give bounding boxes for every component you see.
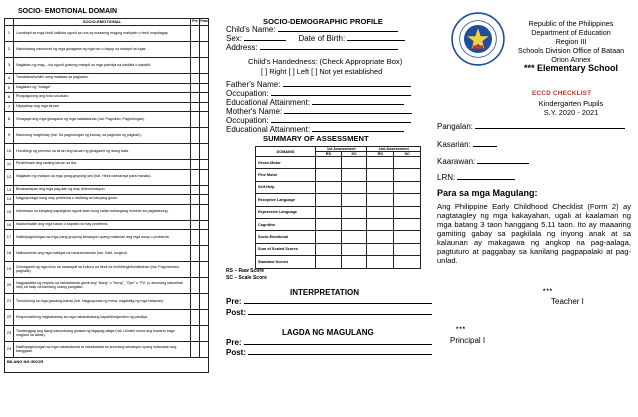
item-text: Natutuwang nanunuod ng mga ginagawa ng mga tao o hayop sa malapit na lugar. [14,42,191,58]
post-check-cell[interactable] [200,195,209,205]
kinder-text: Kindergarten Pupils [538,99,604,108]
item-text: Inaalo/inaalie ang mga kalaro o kapatid na may problema. [14,220,191,230]
item-number: 20 [5,278,14,294]
teacher-title: Teacher I [551,297,584,306]
post-check-cell[interactable] [200,185,209,195]
edu1-line [226,98,404,107]
item-number: 24 [5,342,14,358]
item-text: Interesado sa kanyang kapaligiran ngunit alam kung kailan kailangang huminto sa pagtatanong. [14,204,191,220]
checklist-title: ECCD CHECKLIST [532,90,592,97]
pre-check-cell[interactable] [191,26,200,42]
table-row [5,169,209,185]
item-number: 14 [5,195,14,205]
post-check-cell[interactable] [200,246,209,262]
item-text: Tinatanggap ang isang kasunduang ginawa ng tagapag-alaga (hal. Lilinisin muna ang kuwarto bago maglaro sa labas). [14,326,191,342]
pre-check-cell[interactable] [191,342,200,358]
father-label: Father's Name: [226,80,281,89]
first-sc-cell[interactable] [341,218,367,230]
table-row [5,160,209,170]
sex-label: Sex: [226,34,243,43]
post-check-cell[interactable] [200,204,209,220]
pre-check-cell[interactable] [191,185,200,195]
first-sc-cell[interactable] [341,194,367,206]
first-rs-cell[interactable] [316,218,342,230]
second-rs-cell[interactable] [367,157,394,169]
first-assessment-header: 1st Assessment [316,147,367,152]
table-row [5,326,209,342]
table-row [5,42,209,58]
mother-label: Mother's Name: [226,107,283,116]
sc-header: SC [394,152,421,157]
second-sc-cell[interactable] [394,169,421,181]
school-label: Elementary School [537,63,619,73]
item-text: Lumalapit sa mga hindi kakilala ngunit sa una ay maaaring maging mahiyain o hindi mapalagay. [14,26,191,42]
item-text: Ginagaya ang mga ginagawa ng mga nakatatanda (hal. Pagluluto, Paghuhugas). [14,112,191,128]
second-sc-cell[interactable] [394,206,421,218]
second-sc-cell[interactable] [394,194,421,206]
post-check-cell[interactable] [200,278,209,294]
post-check-cell[interactable] [200,144,209,160]
first-sc-cell[interactable] [341,256,367,268]
school-name [505,63,637,73]
post-check-cell[interactable] [200,128,209,144]
principal-title: Principal I [450,336,486,345]
pre-check-cell[interactable] [191,294,200,310]
pre-check-cell[interactable] [191,74,200,84]
table-row [5,195,209,205]
domain-name: Receptive Language [256,194,316,206]
interp-post-field[interactable] [248,308,432,315]
kaarawan-label: Kaarawan: [437,157,476,166]
item-text: Pinahihiram ang sariling laruan sa iba. [14,160,191,170]
item-number: 3 [5,58,14,74]
kaarawan-field[interactable] [477,157,529,164]
post-check-cell[interactable] [200,230,209,246]
sex-field[interactable] [244,34,286,41]
republic-text: Republic of the Philippines [528,19,614,28]
pre-check-cell[interactable] [191,230,200,246]
table-row [5,58,209,74]
table-row [5,128,209,144]
item-number: 13 [5,185,14,195]
item-number: 2 [5,42,14,58]
item-text: Tumatawa/tumitili nang malakas sa paglalaro. [14,74,191,84]
item-text: Humihingi ng permiso na laruin ang laruan ng ginagamit ng ibang bata. [14,144,191,160]
child-name-field[interactable] [278,25,398,32]
table-row [5,294,209,310]
summary-title: SUMMARY OF ASSESSMENT [263,134,369,143]
table-row [5,26,209,42]
socio-emotional-panel [0,0,213,417]
item-number: 16 [5,220,14,230]
second-rs-cell[interactable] [367,243,394,255]
occupation2-line [226,116,411,125]
interp-post-label: Post: [226,308,246,317]
occupation1-line [226,89,411,98]
child-name-label: Child's Name: [226,25,276,34]
pre-check-cell[interactable] [191,204,200,220]
first-rs-cell[interactable] [316,194,342,206]
profile-title: SOCIO-DEMOGRAPHIC PROFILE [263,17,383,26]
item-number: 21 [5,294,14,310]
item-text: Naglalaro ng maayos sa mga pang-grupong laro (hal. Hindi nandaraya para manalo). [14,169,191,185]
kasarian-field[interactable] [473,140,497,147]
pre-check-cell[interactable] [191,326,200,342]
cover-panel [425,0,638,417]
item-number: 8 [5,112,14,128]
item-text: Nagpapakita ng respeto sa nakatatanda gamit ang "Nang" o "Nong", "Opo" o "Po" (o anumang katumbas nito) sa halip na kanilang unang pangalan. [14,278,191,294]
post-check-cell[interactable] [200,112,209,128]
table-row [5,342,209,358]
occupation1-label: Occupation: [226,89,269,98]
first-sc-cell[interactable] [341,206,367,218]
item-text: Tumutulong sa mga gawaing-bahay (hal. Nagpupunas ng mesa, nagdidilig ng mga halaman). [14,294,191,310]
interp-post-line [226,308,432,317]
second-sc-cell[interactable] [394,256,421,268]
table-row [5,310,209,326]
pre-check-cell[interactable] [191,42,200,58]
kasarian-line [437,140,497,149]
first-sc-cell[interactable] [341,231,367,243]
profile-panel [213,0,425,417]
item-text: Naglalaro ng mag – isa ngunit gustong malapit sa mga pamilya na kakilala o kapatid. [14,58,191,74]
second-rs-cell[interactable] [367,206,394,218]
item-number: 23 [5,326,14,342]
item-text: Nagpupursige kung may problema o hadlang sa kanyang gusto. [14,195,191,205]
summary-row [256,243,421,255]
table-row [5,278,209,294]
edu2-label: Educational Attainment: [226,125,311,134]
father-line [226,80,411,89]
first-sc-cell[interactable] [341,181,367,193]
summary-table [255,146,421,269]
item-number: 4 [5,74,14,84]
item-number: 15 [5,204,14,220]
summary-row [256,256,421,268]
item-number: 12 [5,169,14,185]
post-check-cell[interactable] [200,262,209,278]
item-number: 6 [5,93,14,103]
item-number: 11 [5,160,14,170]
lagda-post-line [226,348,432,357]
table-row [5,112,209,128]
table-row [5,230,209,246]
item-text: Nakikipagtulungan sa mga pang-grupong sitwasyon upang malaman ang mga away o problema. [14,230,191,246]
table-row [5,83,209,93]
pre-check-cell[interactable] [191,128,200,144]
school-stars: *** [523,63,535,73]
domain-name: Expressive Language [256,206,316,218]
sex-dob-line [226,34,405,43]
lagda-heading: LAGDA NG MAGULANG [282,328,374,337]
socio-emotional-table [4,18,209,373]
second-sc-cell[interactable] [394,181,421,193]
second-rs-cell[interactable] [367,256,394,268]
pre-check-cell[interactable] [191,195,200,205]
first-rs-cell[interactable] [316,169,342,181]
domain-name: Standard Scores [256,256,316,268]
table-row [5,74,209,84]
post-check-cell[interactable] [200,326,209,342]
legend-rs: RS – Raw Score [226,268,265,274]
child-name-line [226,25,398,34]
interp-pre-label: Pre: [226,297,242,306]
post-check-cell[interactable] [200,342,209,358]
lagda-post-label: Post: [226,348,246,357]
num-header [5,19,14,26]
first-sc-cell[interactable] [341,157,367,169]
domain-name: Cognitive [256,218,316,230]
first-sc-cell[interactable] [341,243,367,255]
first-rs-cell[interactable] [316,206,342,218]
summary-row [256,194,421,206]
address-label: Address: [226,43,258,52]
pre-header: Pre [191,19,200,26]
dob-field[interactable] [347,34,405,41]
legend-sc: SC – Scale Score [226,275,267,281]
score-count-row: BILANG NG ISKOR [5,358,209,373]
interp-pre-line [226,297,432,306]
rs-header: RS [316,152,342,157]
item-text: Pinapagulong ang bola sa kalaro. [14,93,191,103]
item-text: Marunong maghintay (hal. Sa paghuhugas ng kamay, sa pagkuha ng pagkain). [14,128,191,144]
parents-paragraph: Ang Philippine Early Childhood Checklist (Form 2) ay nagtatagley ng mga kakayahan, ugali at kaalaman ng mga batang 3 taon hanggang 5.11 taon. Ito ay maaaring gamiting gabay sa pagkilala ng inyong anak at sa kalaunan ay makagawa ng angkop na pag-aalaga, pagtuturo at paggabay sa kanilang pagpapalaki at pag-unlad. [437,202,631,265]
post-check-cell[interactable] [200,220,209,230]
item-number: 5 [5,83,14,93]
interpretation-heading: INTERPRETATION [290,288,360,297]
table-row [5,185,209,195]
item-text: Responsableng nagbabantay sa mga nakababatang kapatid/miyembro ng pamilya. [14,310,191,326]
lagda-pre-label: Pre: [226,338,242,347]
item-number: 19 [5,262,14,278]
edu1-field[interactable] [312,98,404,105]
pre-check-cell[interactable] [191,220,200,230]
item-text: Naglalaro ng "bulaga" [14,83,191,93]
post-check-cell[interactable] [200,93,209,103]
edu2-line [226,125,404,134]
lrn-field[interactable] [457,173,515,180]
teacher-name-placeholder: *** [543,289,554,295]
mother-line [226,107,412,116]
occupation2-field[interactable] [271,116,411,123]
item-number: 1 [5,26,14,42]
table-row [5,102,209,112]
post-check-cell[interactable] [200,74,209,84]
interp-pre-field[interactable] [244,297,432,304]
domains-header: DOMAINS [256,147,316,157]
domain-name: Sum of Scaled Scores [256,243,316,255]
pre-check-cell[interactable] [191,58,200,74]
summary-row [256,169,421,181]
lagda-pre-field[interactable] [244,338,432,345]
domain-name: Socio-Emotional [256,231,316,243]
pre-check-cell[interactable] [191,144,200,160]
first-rs-cell[interactable] [316,181,342,193]
second-rs-cell[interactable] [367,194,394,206]
second-rs-cell[interactable] [367,181,394,193]
pangalan-line [437,122,625,131]
domain-title: SOCIO- EMOTIONAL DOMAIN [18,8,118,15]
pre-check-cell[interactable] [191,102,200,112]
post-check-cell[interactable] [200,42,209,58]
occupation2-label: Occupation: [226,116,269,125]
second-sc-cell[interactable] [394,231,421,243]
table-row [5,93,209,103]
item-number: 10 [5,144,14,160]
first-rs-cell[interactable] [316,231,342,243]
second-rs-cell[interactable] [367,231,394,243]
first-sc-cell[interactable] [341,169,367,181]
second-rs-cell[interactable] [367,169,394,181]
item-number: 7 [5,102,14,112]
pre-check-cell[interactable] [191,83,200,93]
parents-heading: Para sa mga Magulang: [437,188,538,198]
dob-label: Date of Birth: [298,34,346,43]
pre-check-cell[interactable] [191,246,200,262]
pangalan-label: Pangalan: [437,122,474,131]
lagda-pre-line [226,338,432,347]
first-rs-cell[interactable] [316,256,342,268]
post-header: Post [200,19,209,26]
summary-row [256,181,421,193]
pre-check-cell[interactable] [191,93,200,103]
lagda-post-field[interactable] [248,348,432,355]
lrn-label: LRN: [437,173,456,182]
address-line [226,43,398,52]
post-check-cell[interactable] [200,58,209,74]
summary-row [256,218,421,230]
item-header: SOCIO-EMOTIONAL [14,19,191,26]
deped-text: Department of Education [531,28,611,37]
table-row [5,204,209,220]
summary-row [256,231,421,243]
school-year: S.Y. 2020 - 2021 [543,108,599,117]
first-rs-cell[interactable] [316,157,342,169]
pre-check-cell[interactable] [191,169,200,185]
post-check-cell[interactable] [200,294,209,310]
pre-check-cell[interactable] [191,112,200,128]
item-text: Gumagamit ng mga kilos na nararapat sa kultura na hindi na hinihihingi/dinidiktahan (hal. Pagmamano, paghalik). [14,262,191,278]
item-number: 18 [5,246,14,262]
pre-check-cell[interactable] [191,310,200,326]
item-text: Nakikipagtulungan sa mga nakakatanda at nakababata sa anumang sitwasyon upang maiwasan ang banggaan. [14,342,191,358]
pre-check-cell[interactable] [191,262,200,278]
item-text: Naikukwento ang mga mabigat na nararamdaman (hal. Galit, lungkot). [14,246,191,262]
father-field[interactable] [283,80,411,87]
table-row [5,246,209,262]
post-check-cell[interactable] [200,310,209,326]
table-row [5,262,209,278]
pre-check-cell[interactable] [191,278,200,294]
deped-seal-icon [451,12,505,66]
region-text: Region III [555,37,587,46]
handedness-options[interactable]: [ ] Right [ ] Left [ ] Not yet established [261,67,383,76]
division-text: Schools Division Office of Bataan [517,46,625,55]
post-check-cell[interactable] [200,169,209,185]
edu1-label: Educational Attainment: [226,98,311,107]
second-rs-cell[interactable] [367,218,394,230]
domain-name: Fine Motor [256,169,316,181]
post-check-cell[interactable] [200,26,209,42]
second-assessment-header: 2nd Assessment [367,147,421,152]
post-check-cell[interactable] [200,160,209,170]
item-number: 17 [5,230,14,246]
district-text: Orion Annex [551,55,591,64]
occupation1-field[interactable] [271,89,411,96]
summary-row [256,157,421,169]
domain-name: Self-Help [256,181,316,193]
rs-header: RS [367,152,394,157]
summary-row [256,206,421,218]
second-sc-cell[interactable] [394,243,421,255]
mother-field[interactable] [284,107,412,114]
table-row [5,144,209,160]
handedness-title: Child's Handedness: (Check Appropriate Box) [248,57,403,66]
pangalan-field[interactable] [475,122,625,129]
kaarawan-line [437,157,529,166]
item-number: 9 [5,128,14,144]
domain-name: Gross-Motor [256,157,316,169]
post-check-cell[interactable] [200,83,209,93]
address-field[interactable] [260,43,398,50]
edu2-field[interactable] [312,125,404,132]
table-row [5,220,209,230]
post-check-cell[interactable] [200,102,209,112]
kasarian-label: Kasarian: [437,140,471,149]
pre-check-cell[interactable] [191,160,200,170]
second-sc-cell[interactable] [394,218,421,230]
item-text: Niyayakap ang mga laruan. [14,102,191,112]
first-rs-cell[interactable] [316,243,342,255]
item-text: Binabantayan ang mga pag-aari ng may determinasyon. [14,185,191,195]
item-number: 22 [5,310,14,326]
second-sc-cell[interactable] [394,157,421,169]
lrn-line [437,173,515,182]
sc-header: SC [341,152,367,157]
principal-name-placeholder: *** [456,327,467,333]
